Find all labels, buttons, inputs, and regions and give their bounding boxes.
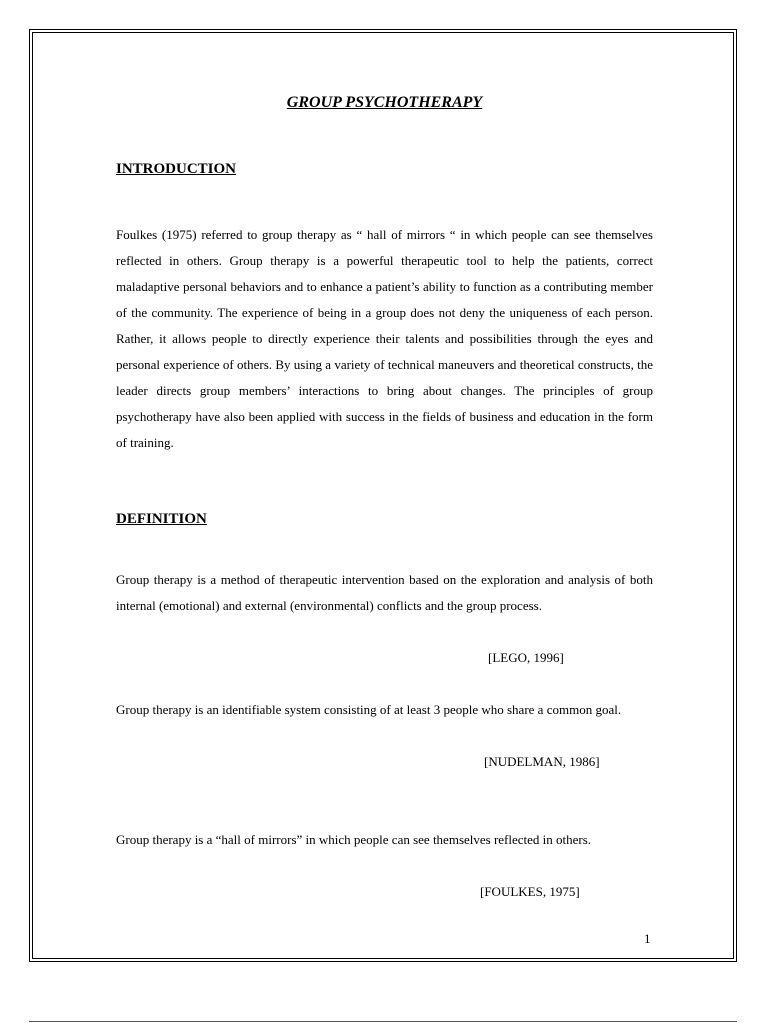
definition-text-2: Group therapy is an identifiable system consisting of at least 3 people who share a common goal. bbox=[116, 702, 622, 717]
section-heading-definition: DEFINITION bbox=[116, 511, 207, 527]
definition-citation-3: [FOULKES, 1975] bbox=[480, 884, 580, 899]
definition-text-3: Group therapy is a “hall of mirrors” in which people can see themselves reflected in others. bbox=[116, 832, 592, 847]
page-title: GROUP PSYCHOTHERAPY bbox=[286, 94, 483, 111]
introduction-paragraph: Foulkes (1975) referred to group therapy as “ hall of mirrors “ in which people can see themselves reflected in others. Group therapy is a powerful therapeutic tool to help the patients, correct maladaptive personal behaviors and to enhance a patient’s ability to function as a contributing member of the community. The experience of being in a group does not deny the uniqueness of each person. Rather, it allows people to directly experience their talents and possibilities through the eyes and personal experience of others. By using a variety of technical maneuvers and theoretical constructs, the leader directs group members’ interactions to bring about changes. The principles of group psychotherapy have also been applied with success in the fields of business and education in the form of training. bbox=[116, 227, 653, 450]
section-heading-introduction: INTRODUCTION bbox=[116, 161, 237, 177]
page-number: 1 bbox=[644, 931, 651, 946]
next-page-edge bbox=[29, 1021, 737, 1022]
definition-text-1: Group therapy is a method of therapeutic intervention based on the exploration and analysis of both internal (emotional) and external (environmental) conflicts and the group process. bbox=[116, 572, 653, 613]
definition-citation-2: [NUDELMAN, 1986] bbox=[484, 754, 600, 769]
definition-citation-1: [LEGO, 1996] bbox=[488, 650, 564, 665]
